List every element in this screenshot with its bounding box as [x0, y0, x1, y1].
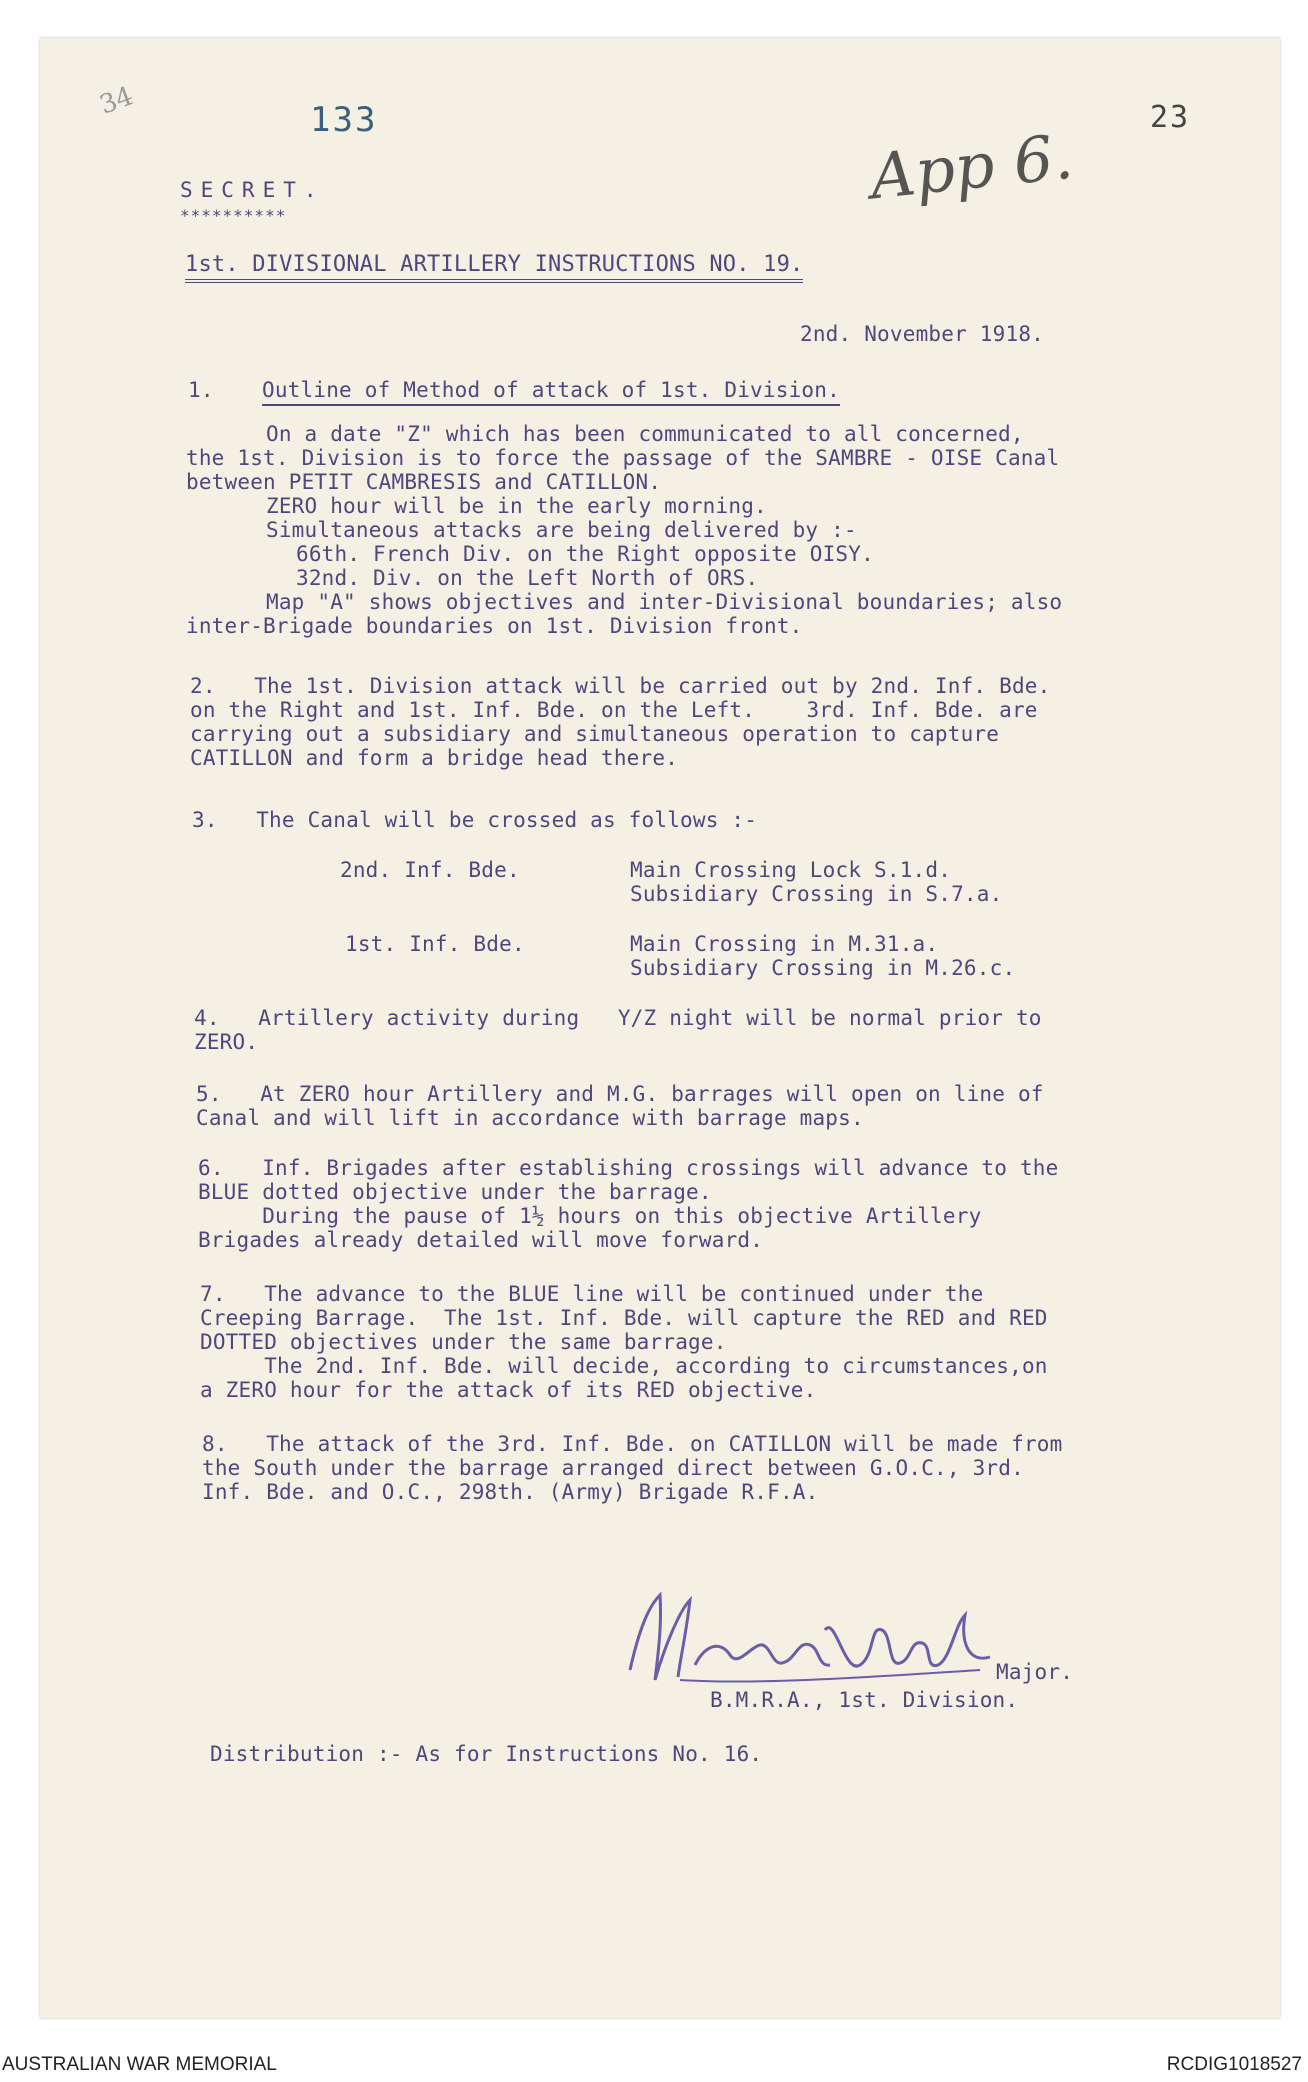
document-date: 2nd. November 1918. — [800, 322, 1045, 346]
pencil-mark: 34 — [95, 81, 138, 121]
crossing-sub: Subsidiary Crossing in M.26.c. — [630, 956, 1016, 980]
classification-heading: SECRET. — [180, 178, 325, 202]
page-number-stamp: 133 — [310, 100, 378, 140]
signature-position: B.M.R.A., 1st. Division. — [710, 1688, 1019, 1712]
s7-line: Creeping Barrage. The 1st. Inf. Bde. will capture the RED and RED — [200, 1306, 1048, 1330]
s3-line: 3. The Canal will be crossed as follows :- — [192, 808, 758, 832]
s2-line: carrying out a subsidiary and simultaneous operation to capture — [190, 722, 1000, 746]
s8-line: Inf. Bde. and O.C., 298th. (Army) Brigade R.F.A. — [202, 1480, 819, 1504]
section-1-body — [186, 422, 1062, 638]
section-6-body — [198, 1156, 1059, 1252]
section-8-body — [202, 1432, 1063, 1504]
footer-image-id: RCDIG1018527 — [1166, 2054, 1302, 2075]
footer-institution: AUSTRALIAN WAR MEMORIAL — [2, 2054, 277, 2075]
section-1-number: 1. — [188, 378, 214, 402]
distribution-line: Distribution :- As for Instructions No. 16. — [210, 1742, 763, 1766]
crossing-main: Main Crossing in M.31.a. — [630, 932, 939, 956]
s6-line: 6. Inf. Brigades after establishing crossings will advance to the — [198, 1156, 1059, 1180]
s7-line: 7. The advance to the BLUE line will be continued under the — [200, 1282, 984, 1306]
section-1-heading: Outline of Method of attack of 1st. Division. — [262, 378, 840, 406]
appendix-annotation: App 6. — [866, 119, 1077, 214]
s6-line: BLUE dotted objective under the barrage. — [198, 1180, 712, 1204]
section-4-body — [194, 1006, 1042, 1054]
crossing-unit: 1st. Inf. Bde. — [345, 932, 525, 956]
s2-line: CATILLON and form a bridge head there. — [190, 746, 679, 770]
s4-line: 4. Artillery activity during Y/Z night will be normal prior to — [194, 1006, 1042, 1030]
s7-line: The 2nd. Inf. Bde. will decide, according to circumstances,on — [200, 1354, 1048, 1378]
s1-line: ZERO hour will be in the early morning. — [266, 494, 767, 518]
classification-stars: ********** — [180, 206, 287, 225]
section-2-body — [190, 674, 1051, 770]
document-title: 1st. DIVISIONAL ARTILLERY INSTRUCTIONS NO. 19. — [185, 252, 803, 283]
s7-line: DOTTED objectives under the same barrage. — [200, 1330, 727, 1354]
section-7-body — [200, 1282, 1048, 1402]
crossing-unit: 2nd. Inf. Bde. — [340, 858, 520, 882]
s1-line: between PETIT CAMBRESIS and CATILLON. — [186, 470, 662, 494]
s1-line: On a date "Z" which has been communicated to all concerned, — [266, 422, 1024, 446]
s1-line: Simultaneous attacks are being delivered by :- — [266, 518, 857, 542]
crossing-sub: Subsidiary Crossing in S.7.a. — [630, 882, 1003, 906]
s6-line: During the pause of 1½ hours on this objective Artillery — [198, 1204, 982, 1228]
s1-line: 32nd. Div. on the Left North of ORS. — [296, 566, 759, 590]
s5-line: Canal and will lift in accordance with barrage maps. — [196, 1106, 864, 1130]
s1-line: inter-Brigade boundaries on 1st. Division front. — [186, 614, 803, 638]
s4-line: ZERO. — [194, 1030, 259, 1054]
s2-line: 2. The 1st. Division attack will be carried out by 2nd. Inf. Bde. — [190, 674, 1051, 698]
s8-line: the South under the barrage arranged direct between G.O.C., 3rd. — [202, 1456, 1024, 1480]
crossing-main: Main Crossing Lock S.1.d. — [630, 858, 952, 882]
section-3-line — [192, 808, 757, 832]
section-5-body — [196, 1082, 1044, 1130]
page-number-right: 23 — [1150, 100, 1191, 135]
s6-line: Brigades already detailed will move forward. — [198, 1228, 764, 1252]
s1-line: Map "A" shows objectives and inter-Divisional boundaries; also — [266, 590, 1063, 614]
signature-rank: Major. — [996, 1660, 1074, 1684]
s1-line: the 1st. Division is to force the passage of the SAMBRE - OISE Canal — [186, 446, 1060, 470]
s1-line: 66th. French Div. on the Right opposite OISY. — [296, 542, 874, 566]
s8-line: 8. The attack of the 3rd. Inf. Bde. on CATILLON will be made from — [202, 1432, 1063, 1456]
s5-line: 5. At ZERO hour Artillery and M.G. barrages will open on line of — [196, 1082, 1044, 1106]
s7-line: a ZERO hour for the attack of its RED objective. — [200, 1378, 817, 1402]
s2-line: on the Right and 1st. Inf. Bde. on the Left. 3rd. Inf. Bde. are — [190, 698, 1038, 722]
